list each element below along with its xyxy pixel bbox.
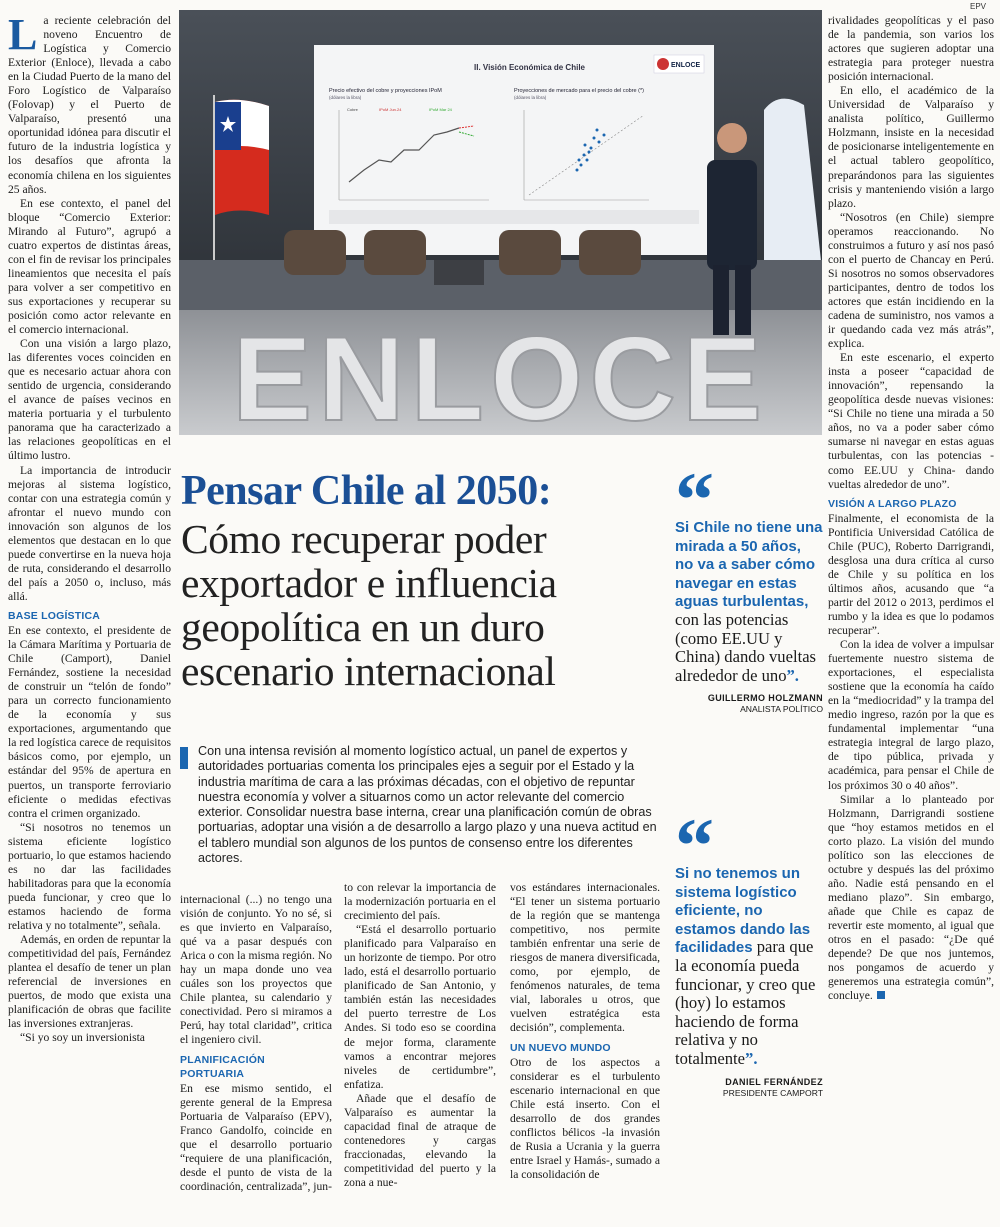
lead-paragraph: Con una intensa revisión al momento logístico actual, un panel de expertos y autoridades portuarias comenta los principales ejes a seguir por el Estado y la industria marítima de cara a las próximas décadas, con el objetivo de repuntar nuestra economía y volver a situarnos como un actor relevante del comercio exterior. Consolidar nuestra base interna, crear una planificación común de obras portuarias, adoptar una visión a de desarrollo a largo plazo y una nueva actitud en el tablero mundial son algunos de los puntos de consenso entre los diferentes actores. bbox=[180, 744, 658, 866]
section-heading-base-logistica: BASE LOGÍSTICA bbox=[8, 609, 101, 622]
quote-author: GUILLERMO HOLZMANN bbox=[707, 693, 823, 704]
paragraph: Otro de los aspectos a considerar es el turbulento escenario internacional en que Chile está inserto. Con el desarrollo de dos grandes conflictos bélicos -la invasión de Rusia a Ucrania y la guerra entre Israel y Hamás-, sumado a la consolidación de bbox=[510, 1055, 660, 1181]
paragraph: internacional (...) no tengo una visión de conjunto. Yo no sé, si es que invierto en Valparaíso, qué va a pasar después con Arica o con la misma región. No hay un mapa donde uno vea cuáles son los proyectos que Chile plantea, su calendario y conectividad. Pero si miramos a Perú, hay total claridad”, critica el ingeniero civil. bbox=[180, 893, 332, 1047]
slide-left-chart-title: Precio efectivo del cobre y proyecciones IPoM bbox=[329, 88, 442, 94]
article-column-3 bbox=[344, 881, 496, 1190]
headline-block bbox=[181, 468, 666, 693]
paragraph: En ello, el académico de la Universidad de Valparaíso y analista político, Guillermo Holzmann, insiste en la necesidad de posicionarse inteligentemente en el actual tablero geopolítico, preparándonos para las siguientes crisis y manteniendo visión a largo plazo. bbox=[828, 84, 994, 210]
pull-quote-fernandez bbox=[675, 802, 823, 1098]
pull-quote-holzmann bbox=[675, 456, 823, 715]
slide-legend-item: IPoM Jun.24 bbox=[379, 107, 402, 112]
article-column-1 bbox=[8, 10, 171, 1045]
paragraph: vos estándares internacionales. “El tener un sistema portuario de la región que se mantenga competitivo, nos permite también enfrentar una serie de riesgos de manera diversificada, como, por ejemplo, de fenómenos naturales, de tema vial, laborales u otros, que vuelven estratégica esta decisión”, complementa. bbox=[510, 881, 660, 1035]
enloce-letters: ENLOCE bbox=[231, 312, 769, 435]
slide-right-chart-title: Proyecciones de mercado para el precio del cobre (*) bbox=[514, 88, 644, 94]
headline-kicker: Pensar Chile al 2050: bbox=[181, 468, 552, 514]
paragraph: En ese contexto, el panel del bloque “Comercio Exterior: Mirando al Futuro”, agrupó a cuatro expertos de distintas áreas, con el fin de revisar los principales lineamientos que necesita el país para volver a ser competitivo en sus exportaciones y recuperar su posición como actor relevante en el comercio internacional. bbox=[8, 196, 171, 337]
paragraph: to con relevar la importancia de la modernización portuaria en el crecimiento del país. bbox=[344, 881, 496, 923]
headline-title: Cómo recuperar poder exportador e influencia geopolítica en un duro escenario internacional bbox=[181, 516, 557, 694]
quote-mark-icon: “ bbox=[675, 456, 708, 543]
event-photo bbox=[179, 10, 822, 435]
conference-stage-illustration bbox=[179, 10, 822, 435]
article-column-4 bbox=[510, 881, 660, 1182]
paragraph: La importancia de introducir mejoras al sistema logístico, contar con una estrategia común y afrontar el nuevo mundo con innovación son algunos de los elementos que destacan en lo que puede convertirse en la nueva hoja de ruta, considerando el desarrollo del país a 2050 o, incluso, más allá. bbox=[8, 463, 171, 603]
quote-text: Si Chile no tiene una mirada a 50 años, no va a saber cómo navegar en estas aguas turbulentas, con las potencias (como EE.UU y China) dando vueltas alrededor de uno”. bbox=[675, 519, 823, 685]
quote-author-role: ANALISTA POLÍTICO bbox=[740, 704, 823, 715]
paragraph: La reciente celebración del noveno Encuentro de Logística y Comercio Exterior (Enloce), llevada a cabo en la Ciudad Puerto de la mano del Foro Logístico de Valparaíso (Folovap) y el Puerto de Valparaíso, presentó una oportunidad idónea para discutir el futuro de la industria logística y los desafíos que afronta la economía chilena en los siguientes 25 años. bbox=[8, 10, 171, 196]
quote-author-role: PRESIDENTE CAMPORT bbox=[722, 1087, 823, 1098]
paragraph: Con una visión a largo plazo, las diferentes voces coinciden en que es necesario actuar ahora con sentido de urgencia, considerando el avance de países vecinos en materia portuaria y el turbulento panorama que ha caracterizado a las relaciones geopolíticas en el último lustro. bbox=[8, 337, 171, 463]
paragraph: En este escenario, el experto insta a poseer “capacidad de innovación”, repensando la geopolítica desde nuevas visiones: “Si Chile no tiene una mirada a 50 años, no va a poder saber cómo sumarse ni navegar en estas aguas turbulentas, con las potencias -como EE.UU y China- dando vueltas alrededor de uno”. bbox=[828, 351, 994, 491]
paragraph: Similar a lo planteado por Holzmann, Darrigrandi sostiene que “hoy estamos metidos en el corto plazo. La visión del mundo político son las elecciones de octubre y después las del próximo año. Nadie está pensando en el mediano plazo”. Sin embargo, añade que Chile es capaz de revertir este momento, al igual que otros en el pasado: “¿De qué depende? De que nos juntemos, nos pongamos de acuerdo y generemos una estrategia común”, concluye. bbox=[828, 792, 994, 1003]
slide-legend-item: IPoM Mar 24 bbox=[429, 107, 452, 112]
paragraph: Con la idea de volver a impulsar fuertemente nuestro sistema de exportaciones, el especialista sostiene que la economía ha caído en la “mediocridad” y la trampa del medio ingreso, razón por la que es fundamental implementar “una estrategia integral de largo plazo, de tipo pública, privada y académica, para pensar el Chile de los próximos 30 o 40 años”. bbox=[828, 638, 994, 792]
end-mark-icon bbox=[877, 991, 885, 999]
slide-left-chart-unit: (dólares la libra) bbox=[329, 95, 362, 100]
paragraph: rivalidades geopolíticas y el paso de la pandemia, son varios los actores que sugieren adoptar una estrategia para proteger nuestra posición internacional. bbox=[828, 14, 994, 84]
paragraph: Finalmente, el economista de la Pontificia Universidad Católica de Chile (PUC), Roberto Darrigrandi, desglosa una dura crítica al curso de Chile y su política en los últimos años, acusando que “a partir del 2012 o 2013, perdimos el rumbo y la idea es que lo podamos recuperar”. bbox=[828, 511, 994, 638]
slide-logo: ENLOCE bbox=[671, 62, 701, 69]
quote-author: DANIEL FERNÁNDEZ bbox=[725, 1076, 823, 1087]
paragraph: Además, en orden de repuntar la competitividad del país, Fernández plantea el desafío de tener un plan referencial de inversiones en puertos, de modo que exista una planificación de obras que facilite las inversiones extranjeras. bbox=[8, 933, 171, 1031]
slide-title: II. Visión Económica de Chile bbox=[474, 63, 585, 72]
paragraph: “Si yo soy un inversionista bbox=[20, 1031, 145, 1045]
paragraph: “Está el desarrollo portuario planificado para Valparaíso en un horizonte de tiempo. Por otro lado, está el desarrollo portuario planificado de San Antonio, y también están las necesidades del puerto terrestre de Los Andes. Si todo eso se coordina de mejor forma, claramente vamos a encontrar mejores niveles de certidumbre”, enfatiza. bbox=[344, 923, 496, 1091]
slide-right-chart-unit: (dólares la libra) bbox=[514, 95, 547, 100]
paragraph: Añade que el desafío de Valparaíso es aumentar la capacidad final de atraque de contenedores y cargas fraccionadas, elevando la competitividad del puerto y la zona a nue- bbox=[344, 1091, 496, 1189]
section-heading-nuevo-mundo: UN NUEVO MUNDO bbox=[510, 1041, 611, 1054]
section-heading-planificacion: PLANIFICACIÓN PORTUARIA bbox=[180, 1053, 265, 1080]
slide-legend-item: Cobre bbox=[347, 107, 358, 112]
lead-accent-bar bbox=[180, 747, 188, 769]
paragraph: “Si nosotros no tenemos un sistema eficiente logístico portuario, lo que estamos haciendo es no dar las facilidades habilitadoras para que la economía pueda funcionar, y creo que lo estamos haciendo de forma relativa y no totalmente”, señala. bbox=[8, 820, 171, 932]
drop-cap: L bbox=[8, 10, 38, 59]
paragraph: En ese contexto, el presidente de la Cámara Marítima y Portuaria de Chile (Camport), Daniel Fernández, sostiene la necesidad de construir un “telón de fondo” para un correcto funcionamiento de la economía y sus exportaciones, argumentando que la red logística carece de requisitos básicos como, por ejemplo, un estándar del 95% de apertura en puertos, un transporte ferroviario eficiente o medidas efectivas contra el crimen organizado. bbox=[8, 624, 171, 820]
quote-mark-icon: “ bbox=[675, 802, 708, 889]
article-column-6 bbox=[828, 14, 994, 1003]
section-heading-vision: VISIÓN A LARGO PLAZO bbox=[828, 497, 957, 510]
photo-credit: EPV bbox=[970, 2, 987, 11]
paragraph: “Nosotros (en Chile) siempre operamos reaccionando. No construimos a futuro y así nos pasó con el puerto de Chancay en Perú. Si nosotros no somos observadores participantes, dentro de todos los actores que están incidiendo en la cadena de suministro, nos vamos a ir quedando cada vez más atrás”, explica. bbox=[828, 210, 994, 351]
article-column-2 bbox=[180, 893, 332, 1194]
quote-text: Si no tenemos un sistema logístico eficiente, no estamos dando las facilidades para que la economía pueda funcionar, y creo que (hoy) lo estamos haciendo de forma relativa y no totalmente”. bbox=[675, 865, 816, 1068]
paragraph: En ese mismo sentido, el gerente general de la Empresa Portuaria de Valparaíso (EPV), Franco Gandolfo, coincide en que el desarrollo portuario “requiere de una planificación, desde el punto de vista de la coordinación, centralizada”, jun- bbox=[180, 1081, 332, 1193]
